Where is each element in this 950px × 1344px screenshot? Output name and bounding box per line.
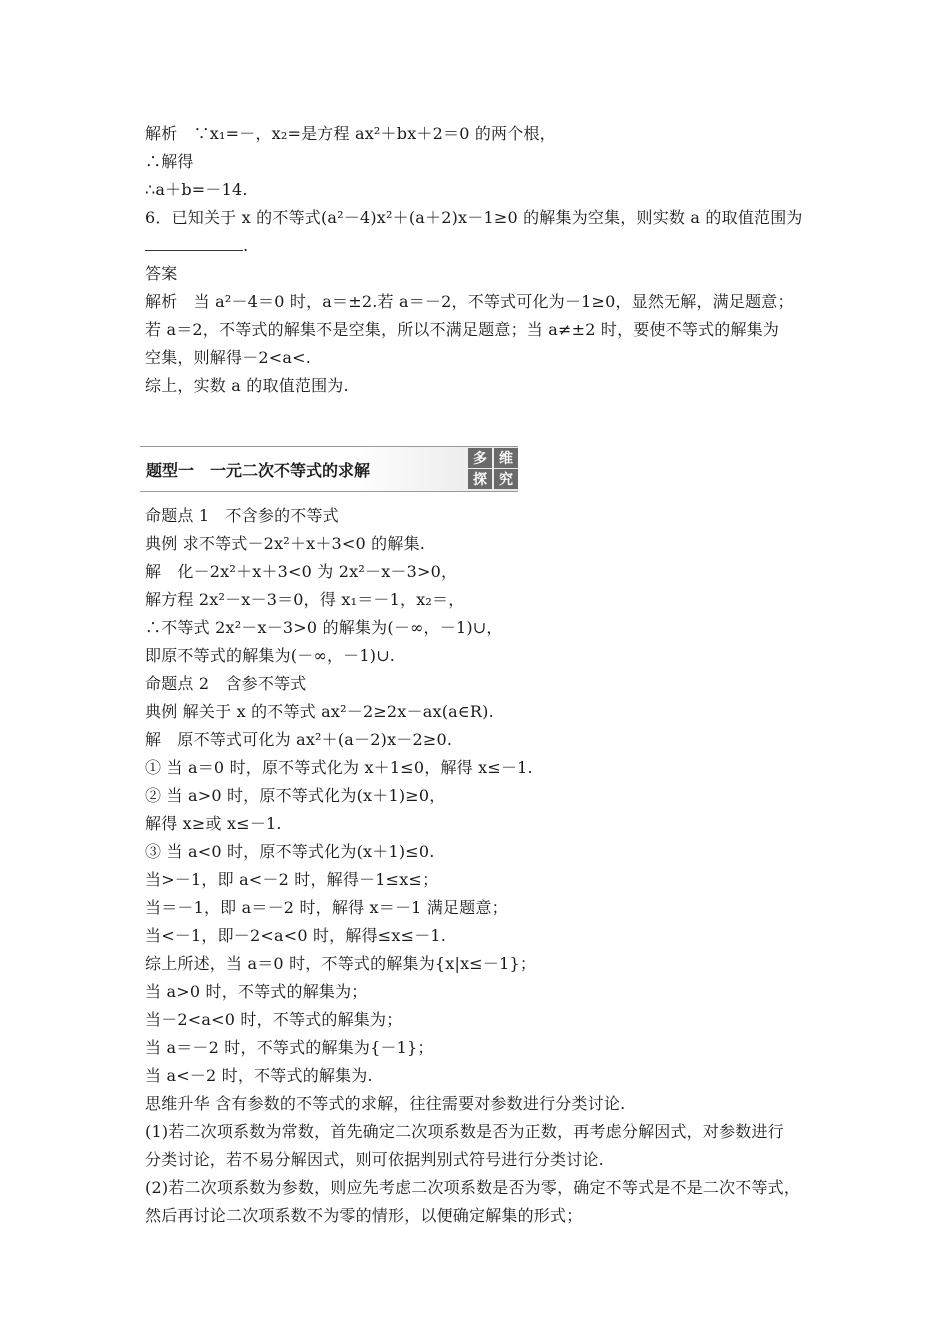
badge-char: 究	[494, 469, 518, 489]
text-line: 当 a<－2 时，不等式的解集为.	[145, 1066, 373, 1085]
text-line: 典例 求不等式－2x²＋x＋3<0 的解集.	[145, 534, 426, 553]
subsection-heading: 命题点 2 含参不等式	[145, 674, 307, 693]
text-line: ② 当 a>0 时，原不等式化为(x＋1)≥0，	[145, 786, 446, 805]
text-line: ∴解得	[145, 152, 194, 171]
text-line: 思维升华 含有参数的不等式的求解，往往需要对参数进行分类讨论.	[145, 1094, 626, 1113]
section-title: 题型一 一元二次不等式的求解	[146, 461, 371, 480]
section-badge	[468, 448, 518, 489]
text-line: 分类讨论，若不易分解因式，则可依据判别式符号进行分类讨论.	[145, 1150, 604, 1169]
text-line: ∴a＋b=－14.	[145, 180, 248, 199]
badge-char: 多	[468, 448, 492, 468]
section-header	[140, 446, 518, 492]
text-line: 解方程 2x²－x－3＝0，得 x₁＝－1，x₂＝，	[145, 590, 465, 609]
badge-char: 探	[468, 469, 492, 489]
text-line: 然后再讨论二次项系数不为零的情形，以便确定解集的形式；	[145, 1206, 583, 1225]
text-line: (1)若二次项系数为常数，首先确定二次项系数是否为正数，再考虑分解因式，对参数进行	[145, 1122, 784, 1141]
text-line: 空集，则解得－2<a<.	[145, 348, 312, 367]
text-line: 当＝－1，即 a＝－2 时，解得 x＝－1 满足题意；	[145, 898, 508, 917]
text-line: (2)若二次项系数为参数，则应先考虑二次项系数是否为零，确定不等式是不是二次不等式，	[145, 1178, 801, 1197]
subsection-heading: 命题点 1 不含参的不等式	[145, 506, 339, 525]
text-line: 综上，实数 a 的取值范围为.	[145, 376, 349, 395]
text-line: ③ 当 a<0 时，原不等式化为(x＋1)≤0.	[145, 842, 435, 861]
text-line: 若 a＝2，不等式的解集不是空集，所以不满足题意；当 a≠±2 时，要使不等式的解集为	[145, 320, 780, 339]
text-line: 当>－1，即 a<－2 时，解得－1≤x≤；	[145, 870, 439, 889]
text-line: 解 原不等式可化为 ax²＋(a－2)x－2≥0.	[145, 730, 453, 749]
text-line: 即原不等式的解集为(－∞，－1)∪.	[145, 646, 396, 665]
answer-blank-period: .	[243, 236, 249, 255]
text-line: ∴不等式 2x²－x－3>0 的解集为(－∞，－1)∪，	[145, 618, 503, 637]
text-line: 当 a>0 时，不等式的解集为；	[145, 982, 368, 1001]
text-line: 解析 当 a²－4＝0 时，a＝±2.若 a＝－2，不等式可化为－1≥0，显然无解，满足题意；	[145, 292, 794, 311]
text-line: ① 当 a＝0 时，原不等式化为 x＋1≤0，解得 x≤－1.	[145, 758, 533, 777]
text-line: 当 a＝－2 时，不等式的解集为{－1}；	[145, 1038, 434, 1057]
question-6: 6．已知关于 x 的不等式(a²－4)x²＋(a＋2)x－1≥0 的解集为空集，则实数 a 的取值范围为	[145, 208, 803, 227]
answer-blank	[145, 236, 243, 251]
text-line: 当<－1，即－2<a<0 时，解得≤x≤－1.	[145, 926, 447, 945]
text-line: 解析 ∵x₁=－，x₂=是方程 ax²＋bx＋2＝0 的两个根，	[145, 124, 556, 143]
text-line: 综上所述，当 a＝0 时，不等式的解集为{x|x≤－1}；	[145, 954, 537, 973]
answer-blank-line	[145, 236, 248, 256]
text-line: 解 化－2x²＋x＋3<0 为 2x²－x－3>0，	[145, 562, 458, 581]
text-line: 解得 x≥或 x≤－1.	[145, 814, 282, 833]
text-line: 典例 解关于 x 的不等式 ax²－2≥2x－ax(a∈R).	[145, 702, 494, 721]
text-line: 当－2<a<0 时，不等式的解集为；	[145, 1010, 403, 1029]
answer-label: 答案	[145, 264, 178, 283]
badge-char: 维	[494, 448, 518, 468]
